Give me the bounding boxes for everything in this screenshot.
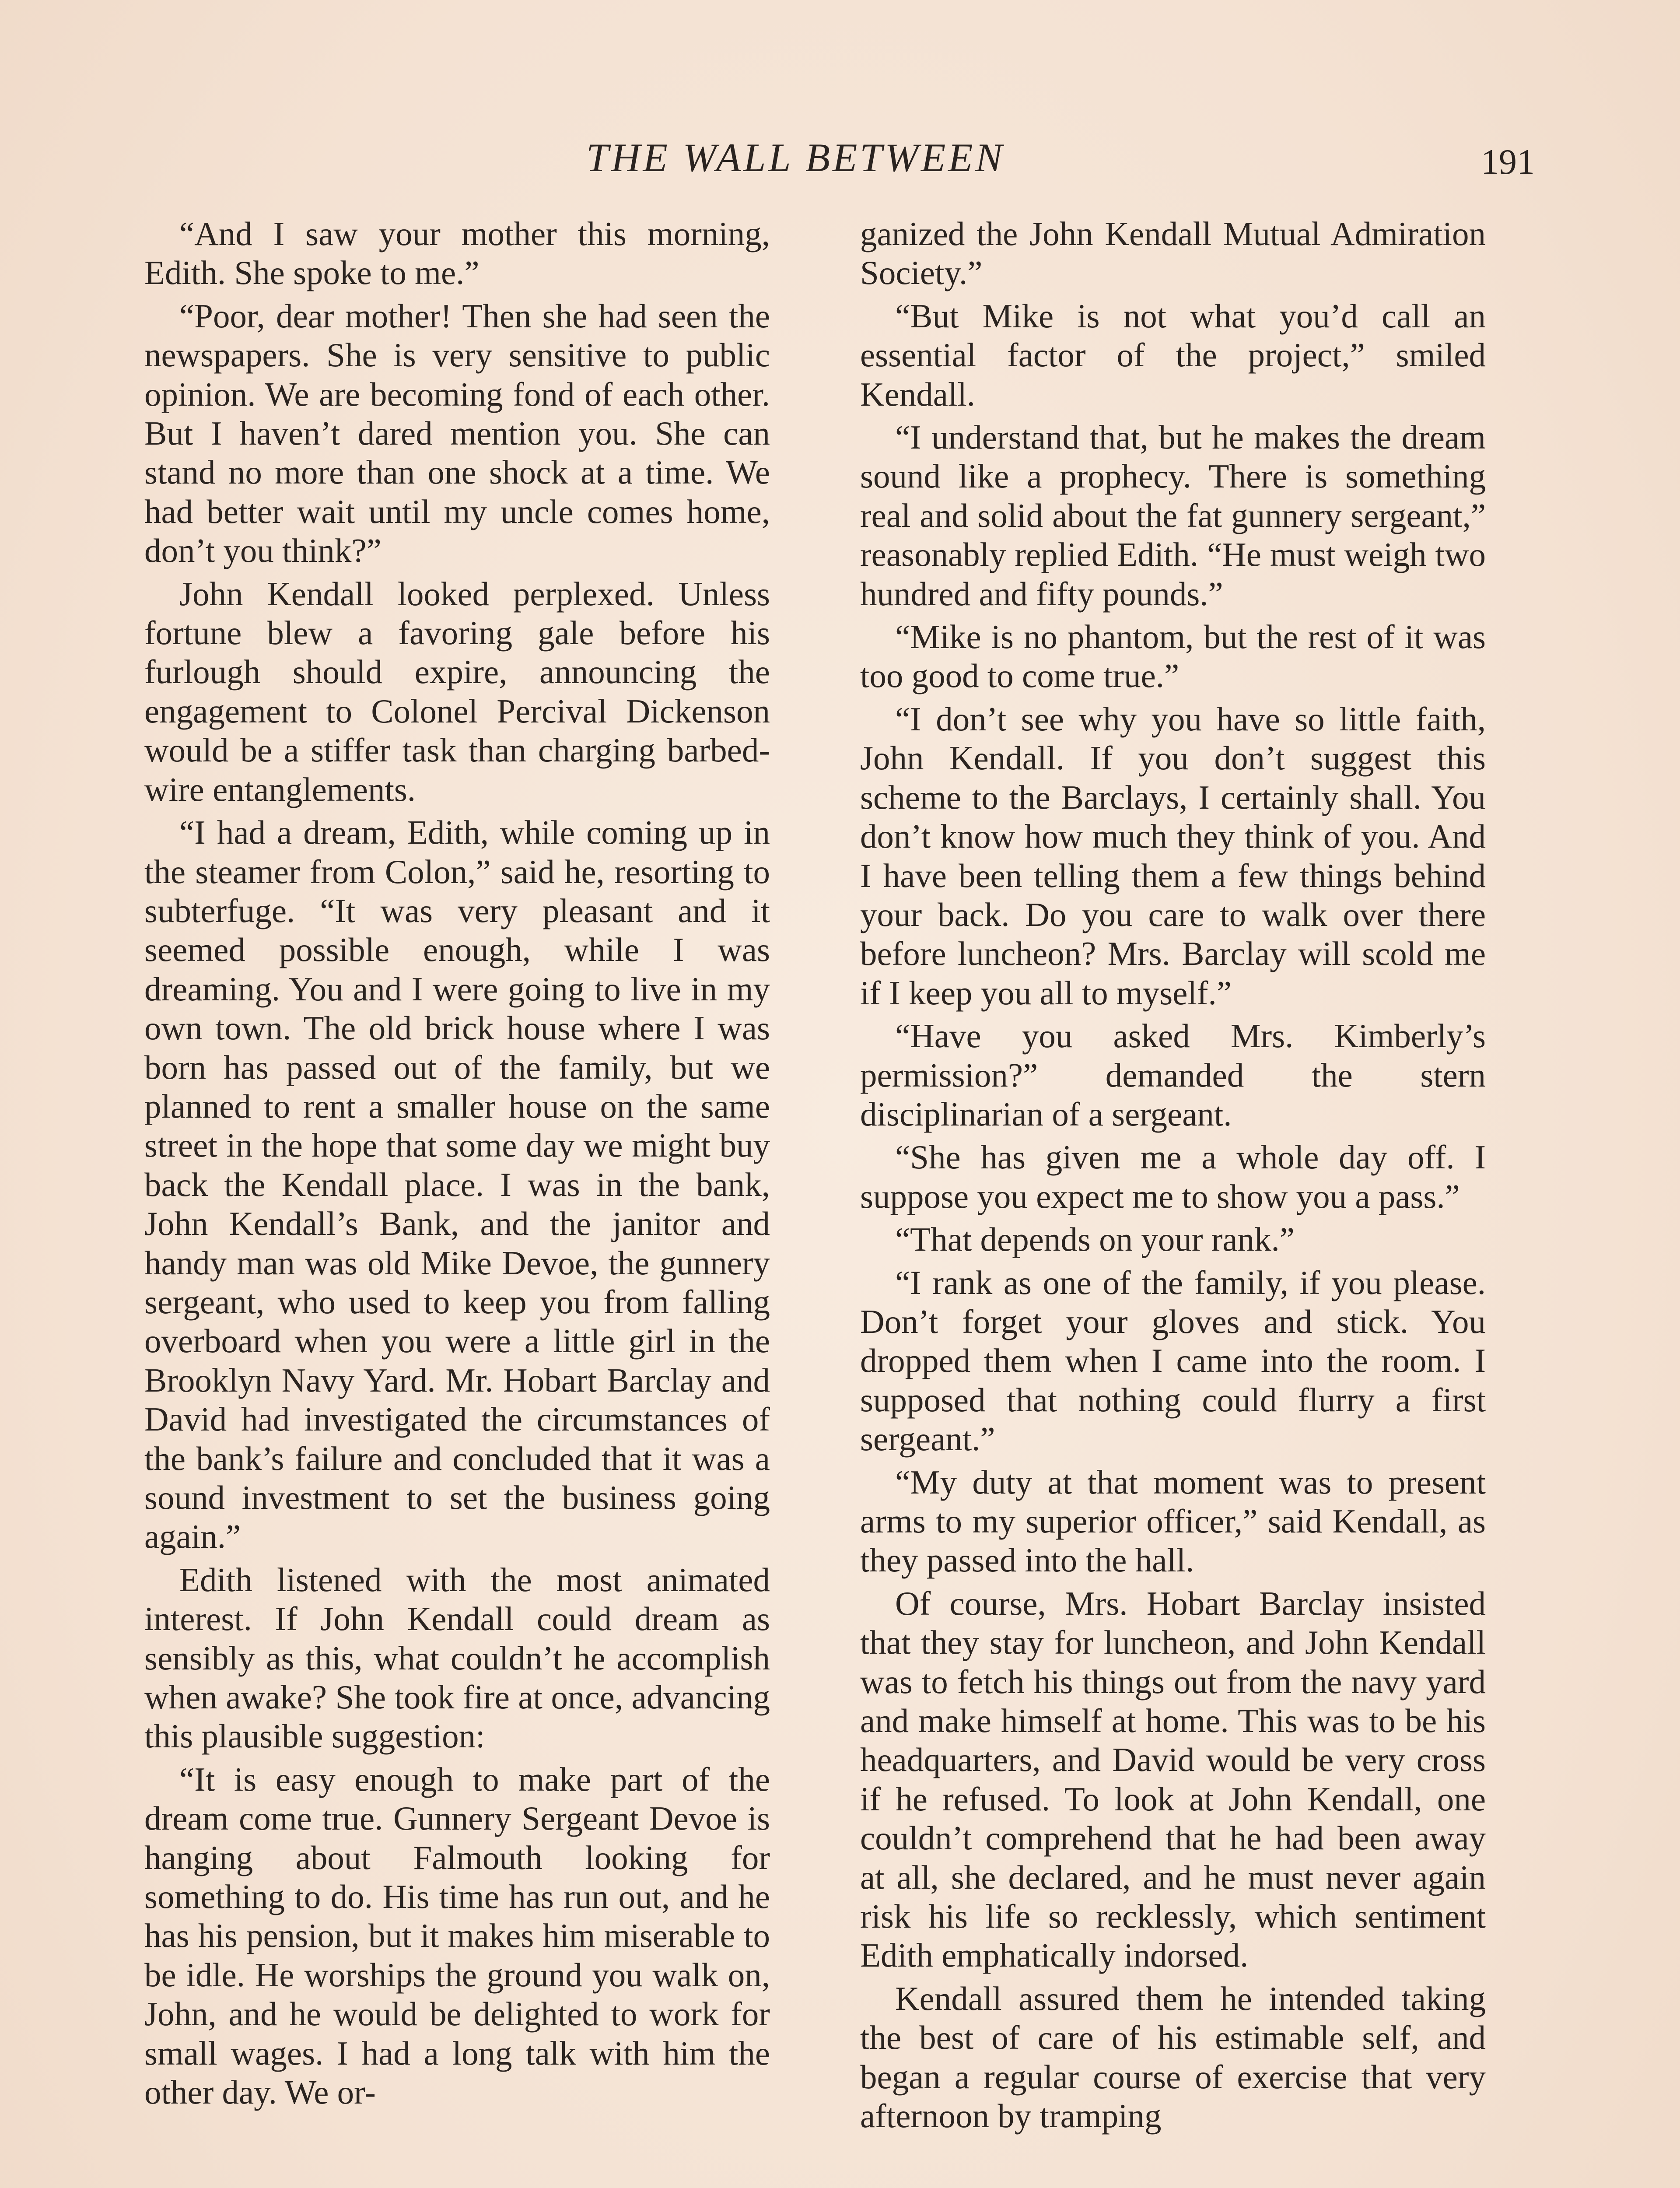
paragraph: “My duty at that moment was to present arms to my superior officer,” said Kendall, as they passed into the hall. bbox=[860, 1463, 1486, 1579]
paragraph: “That depends on your rank.” bbox=[895, 1220, 1295, 1259]
paragraph: “I understand that, but he makes the dream sound like a prophecy. There is something real and solid about the fat gunnery sergeant,” reasonably replied Edith. “He must weigh two hundred and fifty pounds.” bbox=[860, 418, 1486, 613]
paragraph: “Poor, dear mother! Then she had seen the newspapers. She is very sensitive to public opinion. We are becoming fond of each other. But I haven’t dared mention you. She can stand no more than one shock at a time. We had better wait until my uncle comes home, don’t you think?” bbox=[144, 297, 770, 570]
paragraph: “And I saw your mother this morning, Edith. She spoke to me.” bbox=[144, 215, 770, 292]
paragraph: “It is easy enough to make part of the dream come true. Gunnery Sergeant Devoe is hanging about Falmouth looking for something to do. His time has run out, and he has his pension, but it makes him miserable to be idle. He worships the ground you walk on, John, and he would be delighted to work for small wages. I had a long talk with him the other day. We or- bbox=[144, 1760, 770, 2111]
left-column bbox=[144, 214, 770, 2116]
paragraph: “I don’t see why you have so little faith, John Kendall. If you don’t suggest this scheme to the Barclays, I certainly shall. You don’t know how much they think of you. And I have been telling them a few things behind your back. Do you care to walk over there before luncheon? Mrs. Barclay will scold me if I keep you all to myself.” bbox=[860, 700, 1486, 1012]
paragraph: John Kendall looked perplexed. Unless fortune blew a favoring gale before his furlough should expire, announcing the engagement to Colonel Percival Dickenson would be a stiffer task than charging barbed-wire entanglements. bbox=[144, 575, 770, 808]
page-number: 191 bbox=[1481, 142, 1535, 182]
running-head bbox=[0, 131, 1680, 184]
paragraph: “But Mike is not what you’d call an essential factor of the project,” smiled Kendall. bbox=[860, 297, 1486, 413]
running-title: THE WALL BETWEEN bbox=[586, 135, 1005, 180]
paragraph: “She has given me a whole day off. I suppose you expect me to show you a pass.” bbox=[860, 1138, 1486, 1215]
paragraph: Of course, Mrs. Hobart Barclay insisted that they stay for luncheon, and John Kendall was to fetch his things out from the navy yard and make himself at home. This was to be his headquarters, and David would be very cross if he refused. To look at John Kendall, one couldn’t comprehend that he had been away at all, she declared, and he must never again risk his life so recklessly, which sentiment Edith emphatically indorsed. bbox=[860, 1584, 1486, 1974]
paragraph: “I rank as one of the family, if you please. Don’t forget your gloves and stick. You dropped them when I came into the room. I supposed that nothing could flurry a first sergeant.” bbox=[860, 1263, 1486, 1458]
paragraph: Edith listened with the most animated interest. If John Kendall could dream as sensibly as this, what couldn’t he accomplish when awake? She took fire at once, advancing this plausible suggestion: bbox=[144, 1560, 770, 1755]
paragraph: “Have you asked Mrs. Kimberly’s permission?” demanded the stern disciplinarian of a sergeant. bbox=[860, 1017, 1486, 1133]
right-column bbox=[860, 214, 1486, 2140]
paragraph: “I had a dream, Edith, while coming up in the steamer from Colon,” said he, resorting to subterfuge. “It was very pleasant and it seemed possible enough, while I was dreaming. You and I were going to live in my own town. The old brick house where I was born has passed out of the family, but we planned to rent a smaller house on the same street in the hope that some day we might buy back the Kendall place. I was in the bank, John Kendall’s Bank, and the janitor and handy man was old Mike Devoe, the gunnery sergeant, who used to keep you from falling overboard when you were a little girl in the Brooklyn Navy Yard. Mr. Hobart Barclay and David had investigated the circumstances of the bank’s failure and concluded that it was a sound investment to set the business going again.” bbox=[144, 813, 770, 1556]
paragraph: Kendall assured them he intended taking the best of care of his estimable self, and began a regular course of exercise that very afternoon by tramping bbox=[860, 1979, 1486, 2135]
continued-paragraph: ganized the John Kendall Mutual Admiration Society.” bbox=[860, 215, 1486, 292]
paragraph: “Mike is no phantom, but the rest of it was too good to come true.” bbox=[860, 618, 1486, 695]
